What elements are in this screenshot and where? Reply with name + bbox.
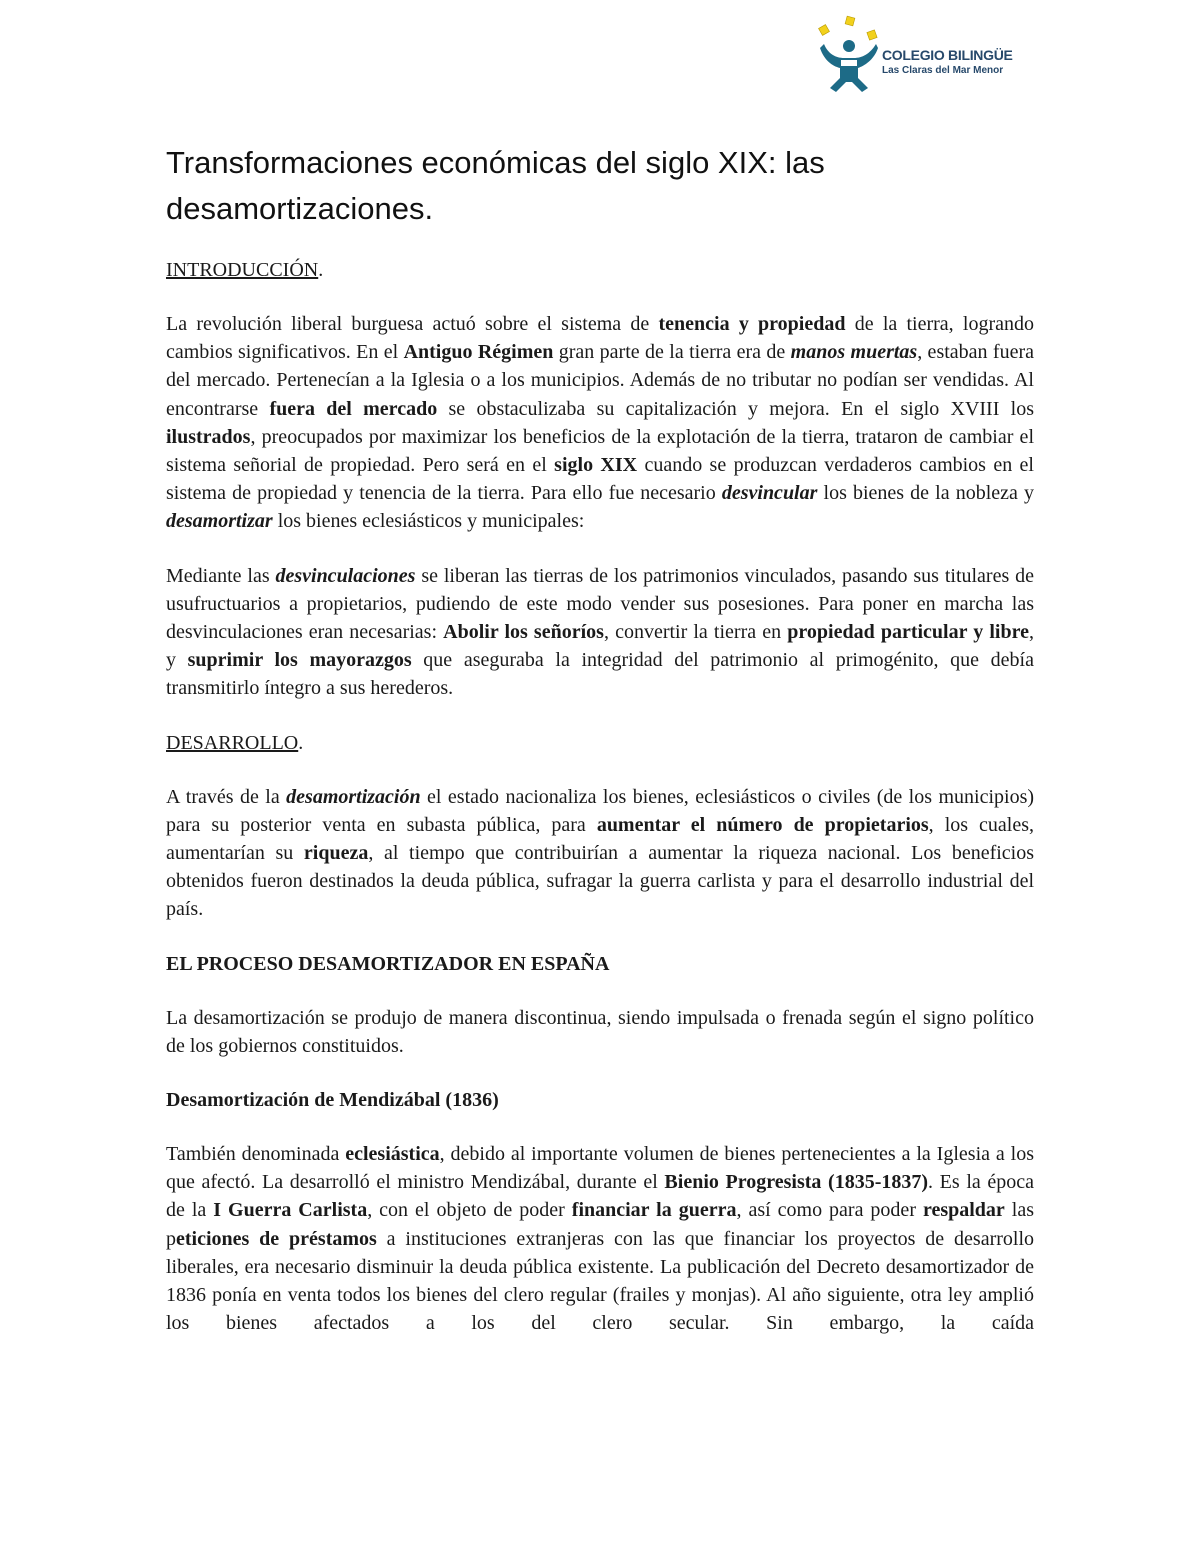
- text-run: el estado nacionaliza los bienes, eclesiásticos o civiles (de los municipios) para su posterior venta en subasta pública, para: [166, 785, 1035, 836]
- text-run: se liberan las tierras de los patrimonios vinculados, pasando sus titulares de usufructuarios a propietarios, pudiendo de este modo vender sus posesiones. Para poner en marcha las desvinculaciones eran necesarias:: [166, 564, 1034, 644]
- section-heading-introduccion: [166, 256, 1034, 284]
- text-run: , los cuales, aumentarían su: [166, 813, 1035, 865]
- text-run: gran parte de la tierra era de: [553, 341, 791, 364]
- school-logo: [816, 14, 1016, 94]
- text-run: los bienes de la nobleza y: [817, 482, 1034, 505]
- text-run: Mediante las: [166, 564, 276, 587]
- section-heading-desarrollo: [166, 729, 1034, 757]
- bold-term: ilustrados: [166, 425, 251, 448]
- bold-term: Bienio Progresista (1835-1837): [664, 1171, 929, 1194]
- bold-term: propiedad particular y libre: [787, 621, 1030, 644]
- section-heading-mendizabal: Desamortización de Mendizábal (1836): [166, 1089, 499, 1112]
- logo-school-name: COLEGIO BILINGÜE: [882, 47, 1013, 63]
- text-run: La revolución liberal burguesa actuó sobre el sistema de: [166, 313, 659, 335]
- heading-suffix: .: [298, 731, 304, 754]
- bold-italic-term: desvincular: [721, 482, 818, 505]
- text-run: , debido al importante volumen de bienes pertenecientes a la Iglesia a los que afectó. La desarrolló el ministro Mendizábal, durante el: [166, 1143, 1034, 1194]
- text-run: se obstaculizaba su capitalización y mejora. En el siglo XVIII los: [437, 397, 1035, 420]
- logo-figure-icon: [816, 14, 882, 94]
- heading-label: INTRODUCCIÓN: [166, 259, 319, 281]
- paragraph-desarrollo-1: [166, 783, 1034, 924]
- text-run: los bienes eclesiásticos y municipales:: [272, 510, 585, 533]
- text-run: A través de la: [166, 785, 287, 808]
- heading-suffix: .: [318, 259, 324, 281]
- text-run: que aseguraba la integridad del patrimonio al primogénito, que debía transmitirlo íntegro a sus herederos.: [166, 649, 1034, 700]
- bold-term: riqueza: [303, 842, 369, 865]
- logo-school-subtitle: Las Claras del Mar Menor: [882, 65, 1004, 76]
- bold-term: tenencia y propiedad: [658, 313, 846, 335]
- bold-term: I Guerra Carlista: [213, 1199, 368, 1222]
- bold-term: fuera del mercado: [269, 397, 438, 420]
- text-run: , convertir la tierra en: [603, 621, 788, 644]
- text-run: cuando se produzcan verdaderos cambios en el sistema de propiedad y tenencia de la tierra. Para ello fue necesario: [166, 454, 1034, 505]
- page-title: Transformaciones económicas del siglo XIX: las desamortizaciones.: [166, 145, 825, 226]
- section-heading-proceso: EL PROCESO DESAMORTIZADOR EN ESPAÑA: [166, 952, 610, 975]
- paragraph-mendizabal-1: [166, 1140, 1034, 1337]
- text-run: También denominada: [166, 1143, 346, 1166]
- bold-term: Antiguo Régimen: [403, 341, 554, 364]
- bold-italic-term: desamortizar: [166, 510, 273, 533]
- bold-term: eclesiástica: [345, 1143, 440, 1166]
- bold-term: eticiones de préstamos: [176, 1227, 377, 1250]
- bold-italic-term: desvinculaciones: [275, 564, 416, 587]
- text-run: , así como para poder: [736, 1199, 923, 1222]
- paragraph-introduccion-1: [166, 310, 1034, 536]
- bold-italic-term: desamortización: [286, 785, 421, 808]
- bold-italic-term: manos muertas: [790, 341, 918, 364]
- paragraph-introduccion-2: [166, 562, 1034, 703]
- text-run: , y: [166, 621, 1035, 672]
- text-run: . Es la época de la: [166, 1171, 1035, 1222]
- text-run: , con el objeto de poder: [367, 1199, 572, 1222]
- text-run: , preocupados por maximizar los beneficios de la explotación de la tierra, trataron de cambiar el sistema señorial de propiedad. Pero será en el: [166, 425, 1034, 477]
- bold-term: suprimir los mayorazgos: [187, 649, 412, 672]
- bold-term: aumentar el número de propietarios: [596, 813, 929, 836]
- bold-term: siglo XIX: [554, 454, 638, 477]
- bold-term: Abolir los señoríos: [443, 621, 604, 644]
- document-content: [166, 140, 1034, 1363]
- heading-label: DESARROLLO: [166, 731, 299, 754]
- paragraph-proceso-1: La desamortización se produjo de manera discontinua, siendo impulsada o frenada según el signo político de los gobiernos constituidos.: [166, 1006, 1034, 1057]
- bold-term: respaldar: [922, 1199, 1005, 1222]
- bold-term: financiar la guerra: [571, 1199, 737, 1222]
- text-run: , al tiempo que contribuirían a aumentar la riqueza nacional. Los beneficios obtenidos fueron destinados la deuda pública, sufragar la guerra carlista y para el desarrollo industrial del país.: [166, 842, 1035, 921]
- text-run: , estaban fuera del mercado. Pertenecían a la Iglesia o a los municipios. Además de no tributar no podían ser vendidas. Al encontrarse: [166, 341, 1034, 420]
- text-run: las p: [166, 1199, 1035, 1250]
- text-run: de la tierra, logrando cambios significativos. En el: [166, 313, 1034, 364]
- text-run: a instituciones extranjeras con las que financiar los proyectos de desarrollo liberales, era necesario disminuir la deuda pública existente. La publicación del Decreto desamortizador de 1836 ponía en venta todos los bienes del clero regular (frailes y monjas). Al año siguiente, otra ley amplió los bienes afectados a los del clero secular. Sin embargo, la caída: [166, 1227, 1035, 1335]
